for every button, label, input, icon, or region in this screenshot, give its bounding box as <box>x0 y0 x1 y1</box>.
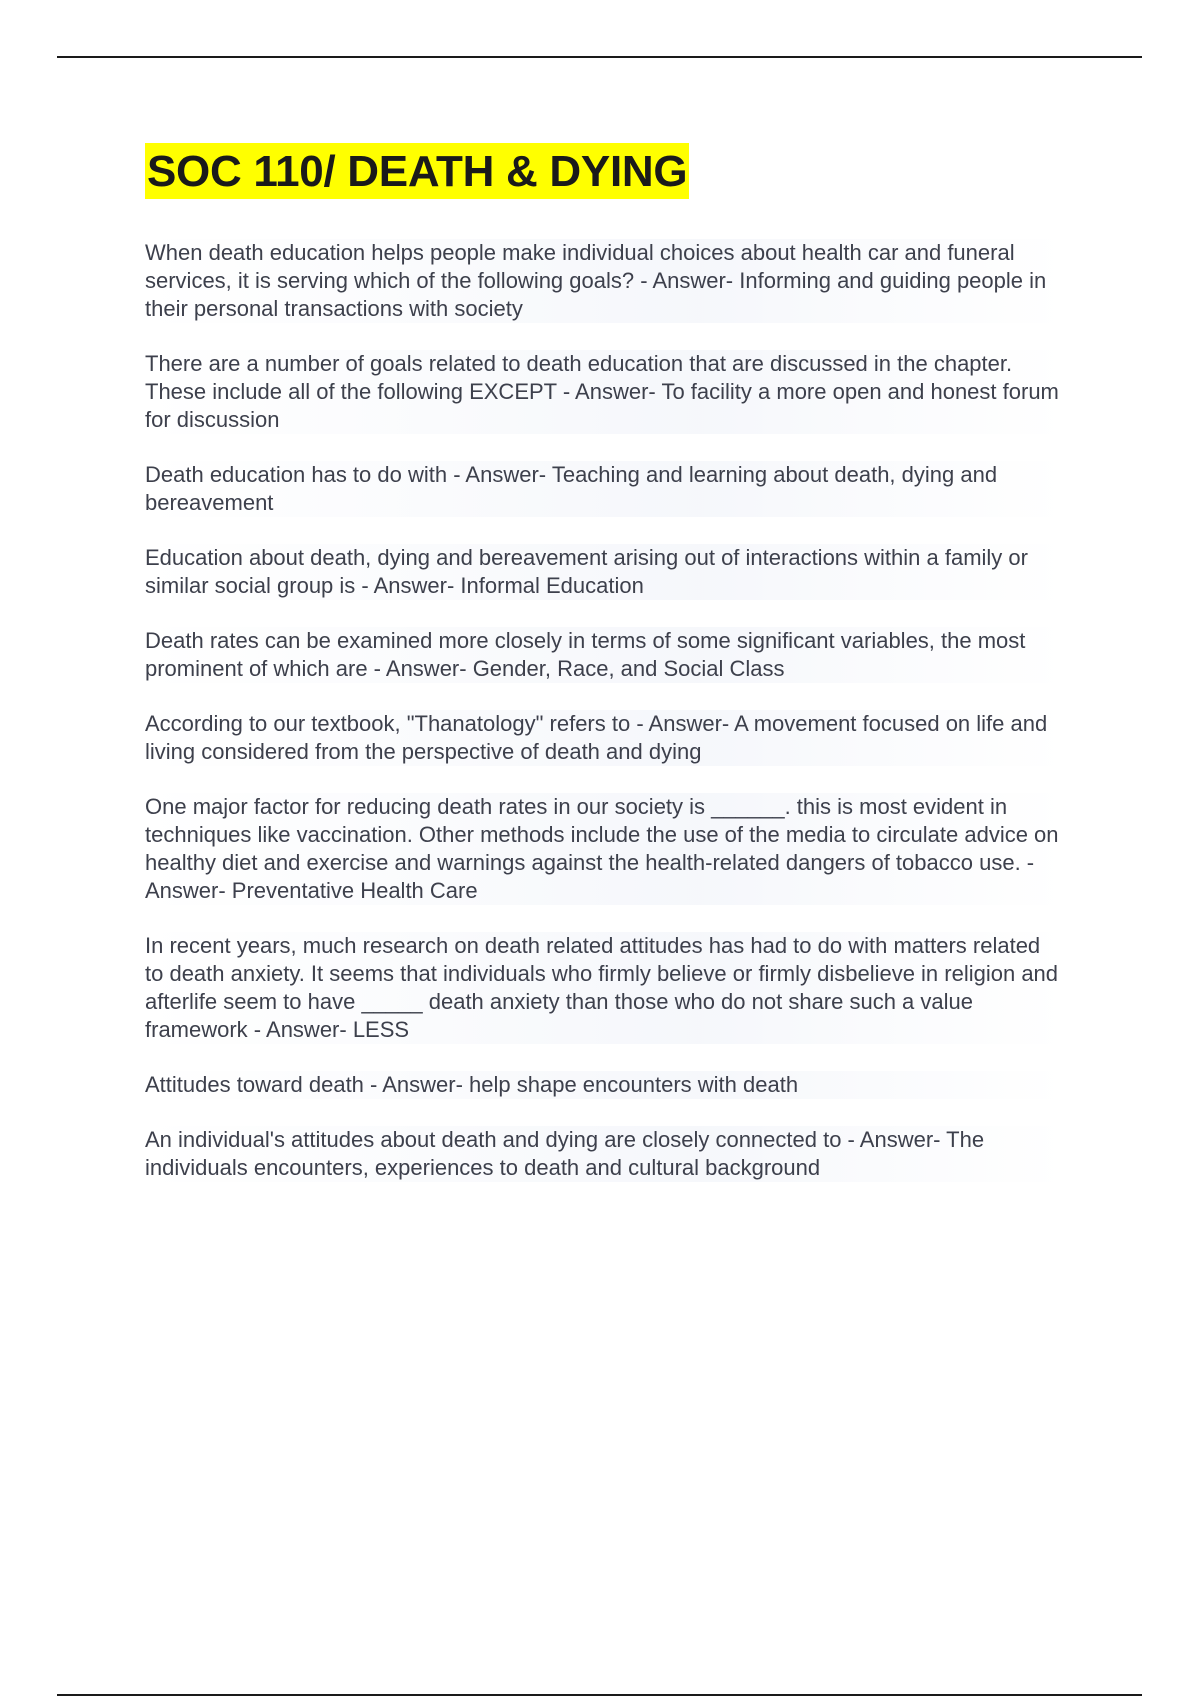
bottom-rule <box>57 1694 1142 1696</box>
document-title: SOC 110/ DEATH & DYING <box>145 143 689 199</box>
qa-item: Death rates can be examined more closely in terms of some significant variables, the most prominent of which are - Answer- Gender, Race, and Social Class <box>145 627 1065 683</box>
qa-item: According to our textbook, "Thanatology" refers to - Answer- A movement focused on life and living considered from the perspective of death and dying <box>145 710 1065 766</box>
qa-list <box>145 239 1065 1182</box>
qa-item: Education about death, dying and bereavement arising out of interactions within a family or similar social group is - Answer- Informal Education <box>145 544 1065 600</box>
qa-item: Attitudes toward death - Answer- help shape encounters with death <box>145 1071 1065 1099</box>
qa-item: An individual's attitudes about death and dying are closely connected to - Answer- The individuals encounters, experiences to death and cultural background <box>145 1126 1065 1182</box>
qa-item: Death education has to do with - Answer- Teaching and learning about death, dying and bereavement <box>145 461 1065 517</box>
qa-item: In recent years, much research on death related attitudes has had to do with matters related to death anxiety. It seems that individuals who firmly believe or firmly disbelieve in religion and afterlife seem to have _____ death anxiety than those who do not share such a value framework - Answer- LESS <box>145 932 1065 1044</box>
document-body <box>145 143 1065 1209</box>
top-rule <box>57 56 1142 58</box>
qa-item: When death education helps people make individual choices about health car and funeral services, it is serving which of the following goals? - Answer- Informing and guiding people in their personal transactions with society <box>145 239 1065 323</box>
qa-item: There are a number of goals related to death education that are discussed in the chapter. These include all of the following EXCEPT - Answer- To facility a more open and honest forum for discussion <box>145 350 1065 434</box>
qa-item: One major factor for reducing death rates in our society is ______. this is most evident in techniques like vaccination. Other methods include the use of the media to circulate advice on healthy diet and exercise and warnings against the health-related dangers of tobacco use. - Answer- Preventative Health Care <box>145 793 1065 905</box>
